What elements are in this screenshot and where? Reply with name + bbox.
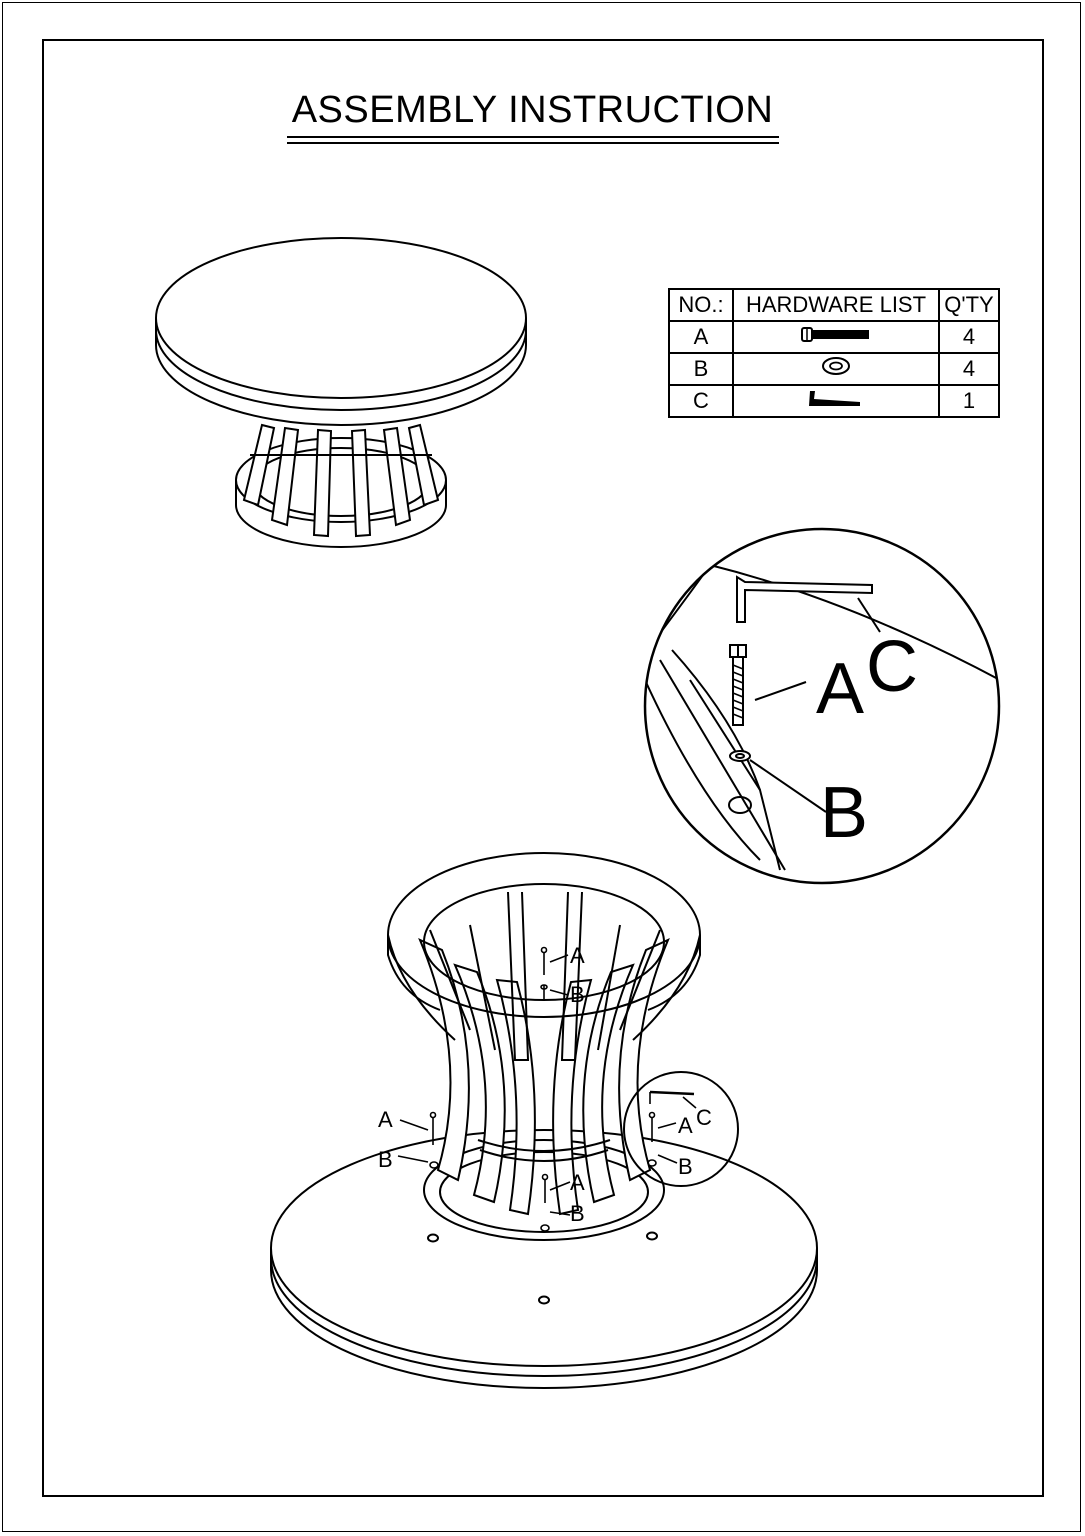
base-label-a-right: A <box>678 1113 693 1138</box>
header-hardware-list: HARDWARE LIST <box>733 289 939 321</box>
row-qty: 4 <box>939 353 999 385</box>
base-label-b-left: B <box>378 1147 393 1172</box>
row-no: B <box>669 353 733 385</box>
inverted-pedestal <box>388 853 700 1240</box>
base-label-a-top: A <box>570 943 585 968</box>
detail-label-b: B <box>820 773 869 853</box>
header-qty: Q'TY <box>939 289 999 321</box>
page-title: ASSEMBLY INSTRUCTION <box>291 89 774 131</box>
base-label-b-right: B <box>678 1154 693 1179</box>
row-no: C <box>669 385 733 417</box>
row-qty: 4 <box>939 321 999 353</box>
base-label-a-left: A <box>378 1107 393 1132</box>
base-label-b-top: B <box>570 982 585 1007</box>
base-label-a-front: A <box>570 1170 585 1195</box>
detail-label-c: C <box>866 627 918 707</box>
row-no: A <box>669 321 733 353</box>
base-label-c-right: C <box>696 1105 712 1130</box>
header-no: NO.: <box>669 289 733 321</box>
row-qty: 1 <box>939 385 999 417</box>
detail-label-a: A <box>816 649 865 729</box>
base-label-b-front: B <box>570 1201 585 1226</box>
